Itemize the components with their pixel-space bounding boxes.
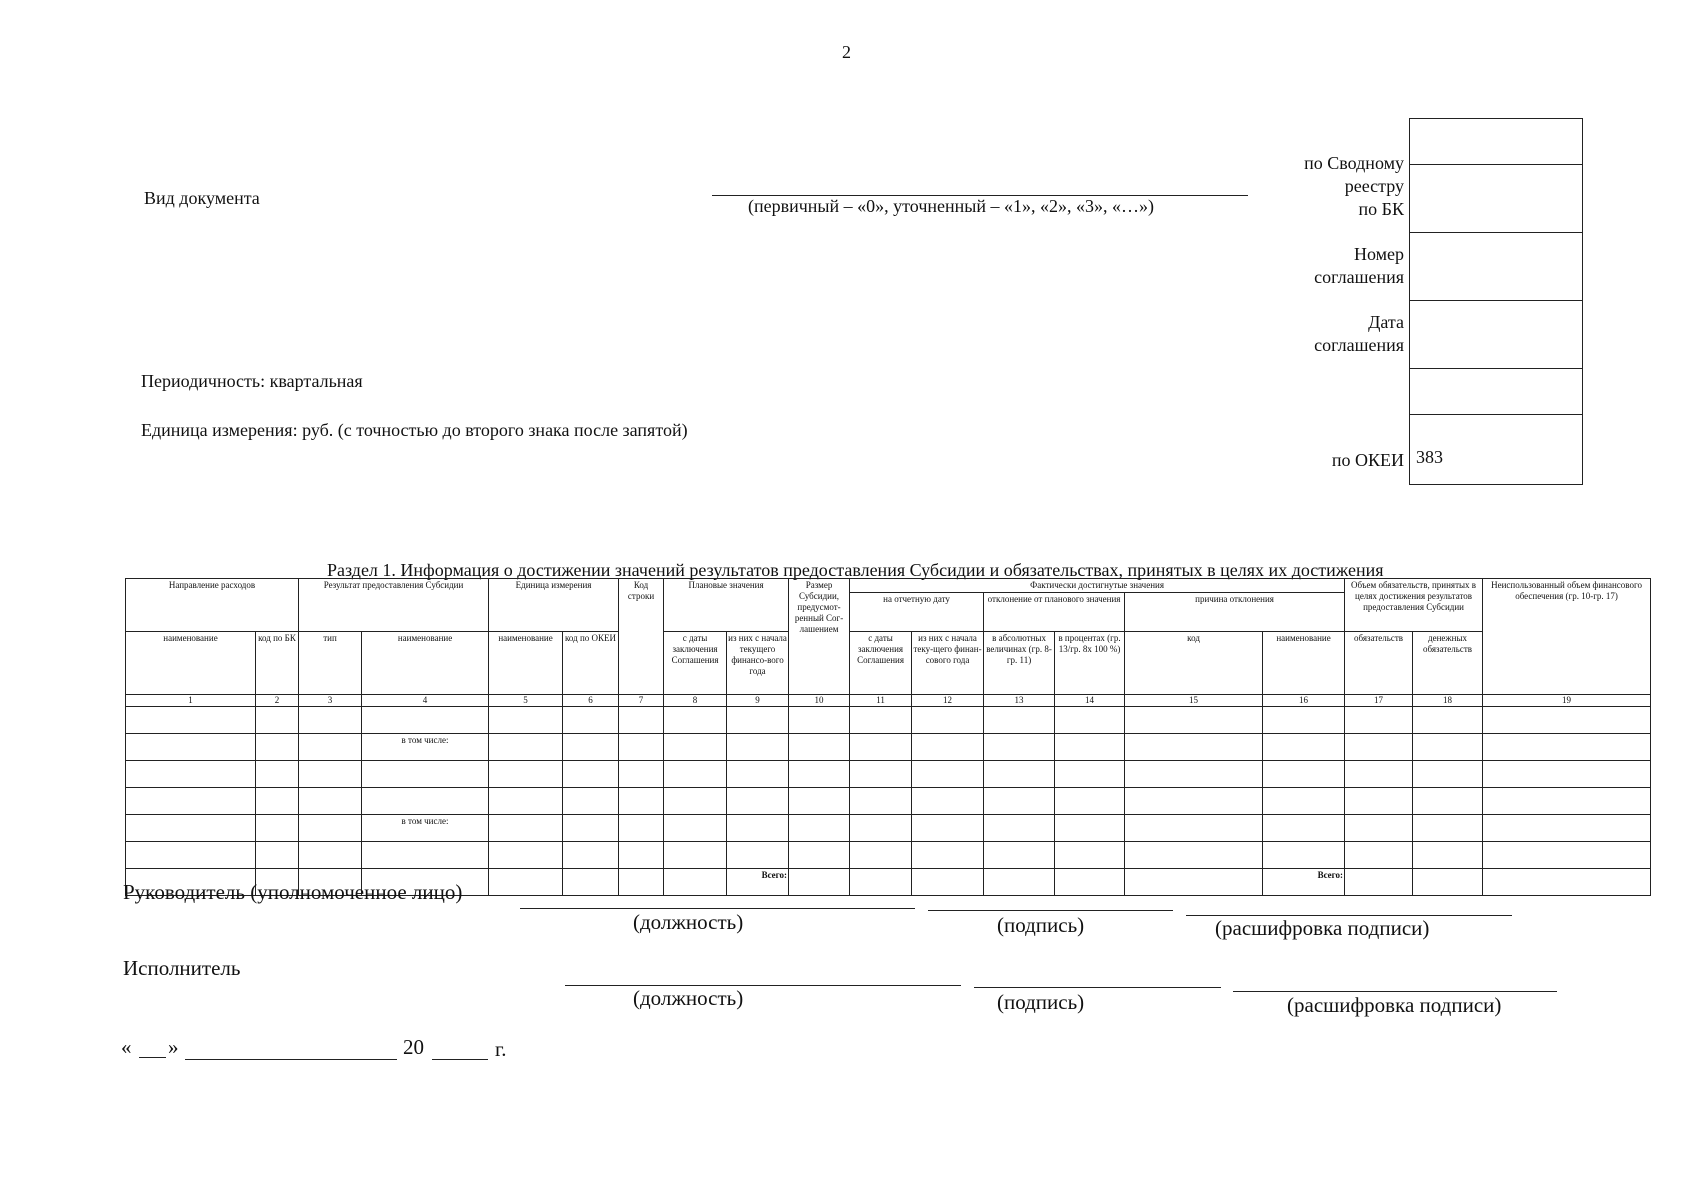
- table-cell[interactable]: [727, 761, 789, 788]
- table-cell[interactable]: [984, 815, 1055, 842]
- table-cell[interactable]: [1345, 869, 1413, 896]
- table-cell[interactable]: [619, 815, 664, 842]
- table-cell[interactable]: [1263, 788, 1345, 815]
- executor-decoding-line[interactable]: [1233, 991, 1557, 992]
- date-year-prefix: 20: [403, 1035, 424, 1059]
- table-row: [126, 707, 1651, 734]
- date-month-line[interactable]: [185, 1059, 397, 1060]
- table-cell[interactable]: [126, 707, 256, 734]
- code-cell-blank[interactable]: [1410, 369, 1582, 415]
- table-cell[interactable]: [299, 707, 362, 734]
- th-unit-name: наименование: [489, 632, 563, 695]
- table-cell[interactable]: [664, 707, 727, 734]
- periodicity: Периодичность: квартальная: [141, 371, 363, 391]
- head-label: Руководитель (уполномоченное лицо): [123, 880, 463, 904]
- codes-box: [1409, 118, 1583, 485]
- table-cell[interactable]: [912, 842, 984, 869]
- table-cell[interactable]: [619, 707, 664, 734]
- head-decoding-caption: (расшифровка подписи): [1215, 916, 1430, 940]
- table-cell[interactable]: [1413, 707, 1483, 734]
- code-cell-agreement-date[interactable]: [1410, 301, 1582, 369]
- table-cell[interactable]: [489, 761, 563, 788]
- column-number: 10: [789, 695, 850, 707]
- including-label: в том числе:: [362, 815, 489, 842]
- table-cell[interactable]: [984, 761, 1055, 788]
- th-okei-code: код по ОКЕИ: [563, 632, 619, 695]
- agreement-number-label: Номер соглашения: [1314, 244, 1404, 287]
- th-unused: Неиспользованный объем финансового обеспечения (гр. 10-гр. 17): [1483, 579, 1651, 695]
- table-cell[interactable]: [727, 707, 789, 734]
- table-row: [126, 842, 1651, 869]
- including-label: в том числе:: [362, 734, 489, 761]
- column-number: 14: [1055, 695, 1125, 707]
- table-body: [126, 707, 1651, 896]
- table-cell[interactable]: [362, 707, 489, 734]
- th-reason-code: код: [1125, 632, 1263, 695]
- table-row: [126, 815, 1651, 842]
- head-signature-caption: (подпись): [997, 913, 1085, 937]
- table-cell[interactable]: [1413, 869, 1483, 896]
- th-plan-from: с даты заключения Соглашения: [664, 632, 727, 695]
- head-signature-line[interactable]: [928, 910, 1173, 911]
- table-cell[interactable]: [489, 788, 563, 815]
- table-cell[interactable]: [727, 815, 789, 842]
- table-cell[interactable]: [1483, 869, 1651, 896]
- table-cell[interactable]: [619, 788, 664, 815]
- table-cell[interactable]: [789, 761, 850, 788]
- table-cell[interactable]: [1055, 788, 1125, 815]
- date-day-line[interactable]: [139, 1057, 166, 1058]
- table-cell[interactable]: [664, 869, 727, 896]
- th-money-oblig: денежных обязательств: [1413, 632, 1483, 695]
- code-cell-registry[interactable]: [1410, 165, 1582, 233]
- column-number: 11: [850, 695, 912, 707]
- table-cell[interactable]: [912, 869, 984, 896]
- unit-of-measure: Единица измерения: руб. (с точностью до второго знака после запятой): [141, 420, 688, 440]
- table-cell[interactable]: [1055, 734, 1125, 761]
- code-cell-okei[interactable]: 383: [1410, 415, 1582, 485]
- table-cell[interactable]: [563, 788, 619, 815]
- table-cell[interactable]: [126, 761, 256, 788]
- column-number: 3: [299, 695, 362, 707]
- table-cell[interactable]: [1483, 734, 1651, 761]
- table-cell[interactable]: [850, 842, 912, 869]
- executor-signature-caption: (подпись): [997, 990, 1085, 1014]
- executor-signature-line[interactable]: [974, 987, 1221, 988]
- table-cell[interactable]: [850, 815, 912, 842]
- table-cell[interactable]: [912, 788, 984, 815]
- table-cell[interactable]: [1345, 707, 1413, 734]
- table-cell[interactable]: [1055, 869, 1125, 896]
- th-deviation: отклонение от планового значения: [984, 593, 1125, 632]
- table-cell[interactable]: [1055, 842, 1125, 869]
- date-year-suffix: г.: [495, 1037, 507, 1061]
- table-cell[interactable]: [1263, 707, 1345, 734]
- th-result: Результат предоставления Субсидии: [299, 579, 489, 632]
- table-cell[interactable]: [727, 842, 789, 869]
- date-open-quote: «: [121, 1035, 132, 1059]
- table-cell[interactable]: [1345, 815, 1413, 842]
- table-cell[interactable]: [256, 788, 299, 815]
- table-cell[interactable]: [489, 707, 563, 734]
- registry-label: по Сводному реестру по БК: [1304, 153, 1404, 219]
- table-cell[interactable]: [256, 734, 299, 761]
- table-row: [126, 734, 1651, 761]
- table-cell[interactable]: [489, 734, 563, 761]
- th-bk-code: код по БК: [256, 632, 299, 695]
- column-number: 18: [1413, 695, 1483, 707]
- table-cell[interactable]: [1345, 761, 1413, 788]
- table-cell[interactable]: [1483, 707, 1651, 734]
- column-number: 1: [126, 695, 256, 707]
- table-cell[interactable]: [1483, 815, 1651, 842]
- code-cell-agreement-number[interactable]: [1410, 233, 1582, 301]
- th-size: Размер Субсидии, предусмот-ренный Сог-лашением: [789, 579, 850, 695]
- table-cell[interactable]: [563, 734, 619, 761]
- table-cell[interactable]: [850, 734, 912, 761]
- table-cell[interactable]: [299, 761, 362, 788]
- table-cell[interactable]: [256, 815, 299, 842]
- column-number: 16: [1263, 695, 1345, 707]
- table-cell[interactable]: [619, 734, 664, 761]
- table-cell[interactable]: [1055, 707, 1125, 734]
- table-cell[interactable]: [619, 761, 664, 788]
- th-actual-from: с даты заключения Соглашения: [850, 632, 912, 695]
- table-cell[interactable]: [1483, 788, 1651, 815]
- th-oblig: обязательств: [1345, 632, 1413, 695]
- table-cell[interactable]: [489, 869, 563, 896]
- table-cell[interactable]: [126, 734, 256, 761]
- table-cell[interactable]: [1483, 761, 1651, 788]
- th-on-date: на отчетную дату: [850, 593, 984, 632]
- column-number: 12: [912, 695, 984, 707]
- table-cell[interactable]: [789, 842, 850, 869]
- table-cell[interactable]: [362, 761, 489, 788]
- table-cell[interactable]: [1413, 761, 1483, 788]
- section-title: Раздел 1. Информация о достижении значений результатов предоставления Субсидии и обязательствах, принятых в целях их достижения: [327, 560, 1384, 580]
- table-cell[interactable]: [563, 869, 619, 896]
- column-number: 4: [362, 695, 489, 707]
- table-cell[interactable]: [850, 788, 912, 815]
- table-cell[interactable]: [912, 734, 984, 761]
- table-cell[interactable]: [489, 815, 563, 842]
- table-cell[interactable]: [727, 734, 789, 761]
- column-number: 15: [1125, 695, 1263, 707]
- table-cell[interactable]: [789, 869, 850, 896]
- table-cell[interactable]: [912, 707, 984, 734]
- table-cell[interactable]: [664, 842, 727, 869]
- date-year-line[interactable]: [432, 1059, 488, 1060]
- table-cell[interactable]: [912, 815, 984, 842]
- table-cell[interactable]: [850, 707, 912, 734]
- table-cell[interactable]: [984, 842, 1055, 869]
- table-cell[interactable]: [1483, 842, 1651, 869]
- table-cell[interactable]: [563, 761, 619, 788]
- table-cell[interactable]: [727, 788, 789, 815]
- th-actual-year: из них с начала теку-щего финан-сового года: [912, 632, 984, 695]
- table-cell[interactable]: [619, 869, 664, 896]
- table-cell[interactable]: [1413, 815, 1483, 842]
- table-cell[interactable]: [1125, 815, 1263, 842]
- table-cell[interactable]: [1125, 761, 1263, 788]
- table-cell[interactable]: [789, 707, 850, 734]
- table-cell[interactable]: [664, 788, 727, 815]
- table-cell[interactable]: [563, 815, 619, 842]
- column-number: 7: [619, 695, 664, 707]
- th-deviation-abs: в абсолютных величинах (гр. 8-гр. 11): [984, 632, 1055, 695]
- table-cell[interactable]: [563, 707, 619, 734]
- table-row: [126, 761, 1651, 788]
- table-cell[interactable]: [299, 815, 362, 842]
- column-number: 9: [727, 695, 789, 707]
- table-cell[interactable]: [789, 788, 850, 815]
- table-cell[interactable]: [1055, 761, 1125, 788]
- table-cell[interactable]: [1345, 842, 1413, 869]
- table-cell[interactable]: [126, 788, 256, 815]
- table-cell[interactable]: [789, 734, 850, 761]
- head-position-caption: (должность): [633, 910, 744, 934]
- table-cell[interactable]: [850, 869, 912, 896]
- executor-position-caption: (должность): [633, 986, 744, 1010]
- table-cell[interactable]: [1055, 815, 1125, 842]
- date-close-quote: »: [168, 1035, 179, 1059]
- column-number: 17: [1345, 695, 1413, 707]
- column-numbers-row: [126, 695, 1651, 707]
- okei-label: по ОКЕИ: [1331, 450, 1404, 470]
- table-cell[interactable]: [126, 815, 256, 842]
- th-deviation-pct: в процентах (гр. 13/гр. 8х 100 %): [1055, 632, 1125, 695]
- total-label: Всего:: [1263, 869, 1345, 896]
- table-cell[interactable]: [1413, 788, 1483, 815]
- table-cell[interactable]: [664, 734, 727, 761]
- table-cell[interactable]: [489, 842, 563, 869]
- table-cell[interactable]: [126, 842, 256, 869]
- table-cell[interactable]: [1125, 869, 1263, 896]
- table-cell[interactable]: [299, 734, 362, 761]
- column-number: 2: [256, 695, 299, 707]
- table-cell[interactable]: [256, 842, 299, 869]
- table-cell[interactable]: [256, 761, 299, 788]
- th-plan-year: из них с начала текущего финансо-вого года: [727, 632, 789, 695]
- column-number: 8: [664, 695, 727, 707]
- executor-label: Исполнитель: [123, 956, 241, 980]
- th-reason-name: наименование: [1263, 632, 1345, 695]
- table-cell[interactable]: [256, 707, 299, 734]
- column-number: 6: [563, 695, 619, 707]
- th-direction-name: наименование: [126, 632, 256, 695]
- table-cell[interactable]: [1125, 734, 1263, 761]
- table-cell[interactable]: [1413, 842, 1483, 869]
- th-reason: причина отклонения: [1125, 593, 1345, 632]
- table-cell[interactable]: [984, 707, 1055, 734]
- executor-decoding-caption: (расшифровка подписи): [1287, 993, 1502, 1017]
- table-cell[interactable]: [664, 815, 727, 842]
- doc-type-label: Вид документа: [144, 188, 260, 208]
- results-table: [125, 578, 1651, 896]
- table-cell[interactable]: [1263, 815, 1345, 842]
- total-label: Всего:: [727, 869, 789, 896]
- table-cell[interactable]: [1125, 788, 1263, 815]
- doc-type-hint: (первичный – «0», уточненный – «1», «2», «3», «…»): [748, 196, 1154, 216]
- th-actual: Фактически достигнутые значения: [850, 579, 1345, 593]
- table-cell[interactable]: [1263, 842, 1345, 869]
- table-cell[interactable]: [789, 815, 850, 842]
- table-cell[interactable]: [850, 761, 912, 788]
- table-cell[interactable]: [1345, 788, 1413, 815]
- table-cell[interactable]: [1125, 842, 1263, 869]
- table-row: [126, 788, 1651, 815]
- table-cell[interactable]: [362, 842, 489, 869]
- table-cell[interactable]: [984, 788, 1055, 815]
- column-number: 19: [1483, 695, 1651, 707]
- th-unit: Единица измерения: [489, 579, 619, 632]
- table-cell[interactable]: [912, 761, 984, 788]
- head-position-line[interactable]: [520, 908, 915, 909]
- executor-position-line[interactable]: [565, 985, 961, 986]
- table-cell[interactable]: [299, 788, 362, 815]
- column-number: 13: [984, 695, 1055, 707]
- table-cell[interactable]: [984, 734, 1055, 761]
- table-cell[interactable]: [984, 869, 1055, 896]
- agreement-date-label: Дата соглашения: [1314, 312, 1404, 355]
- th-direction: Направление расходов: [126, 579, 299, 632]
- table-cell[interactable]: [619, 842, 664, 869]
- page-number: 2: [842, 42, 851, 62]
- table-cell[interactable]: [1413, 734, 1483, 761]
- table-cell[interactable]: [362, 788, 489, 815]
- table-cell[interactable]: [1263, 761, 1345, 788]
- th-plan: Плановые значения: [664, 579, 789, 632]
- table-cell[interactable]: [664, 761, 727, 788]
- th-line-code: Код строки: [619, 579, 664, 695]
- table-cell[interactable]: [299, 842, 362, 869]
- code-cell-top[interactable]: [1410, 119, 1582, 165]
- table-cell[interactable]: [1263, 734, 1345, 761]
- table-cell[interactable]: [1345, 734, 1413, 761]
- table-cell[interactable]: [1125, 707, 1263, 734]
- th-obligations: Объем обязательств, принятых в целях достижения результатов предоставления Субсидии: [1345, 579, 1483, 632]
- table-cell[interactable]: [563, 842, 619, 869]
- th-result-name: наименование: [362, 632, 489, 695]
- column-number: 5: [489, 695, 563, 707]
- th-result-type: тип: [299, 632, 362, 695]
